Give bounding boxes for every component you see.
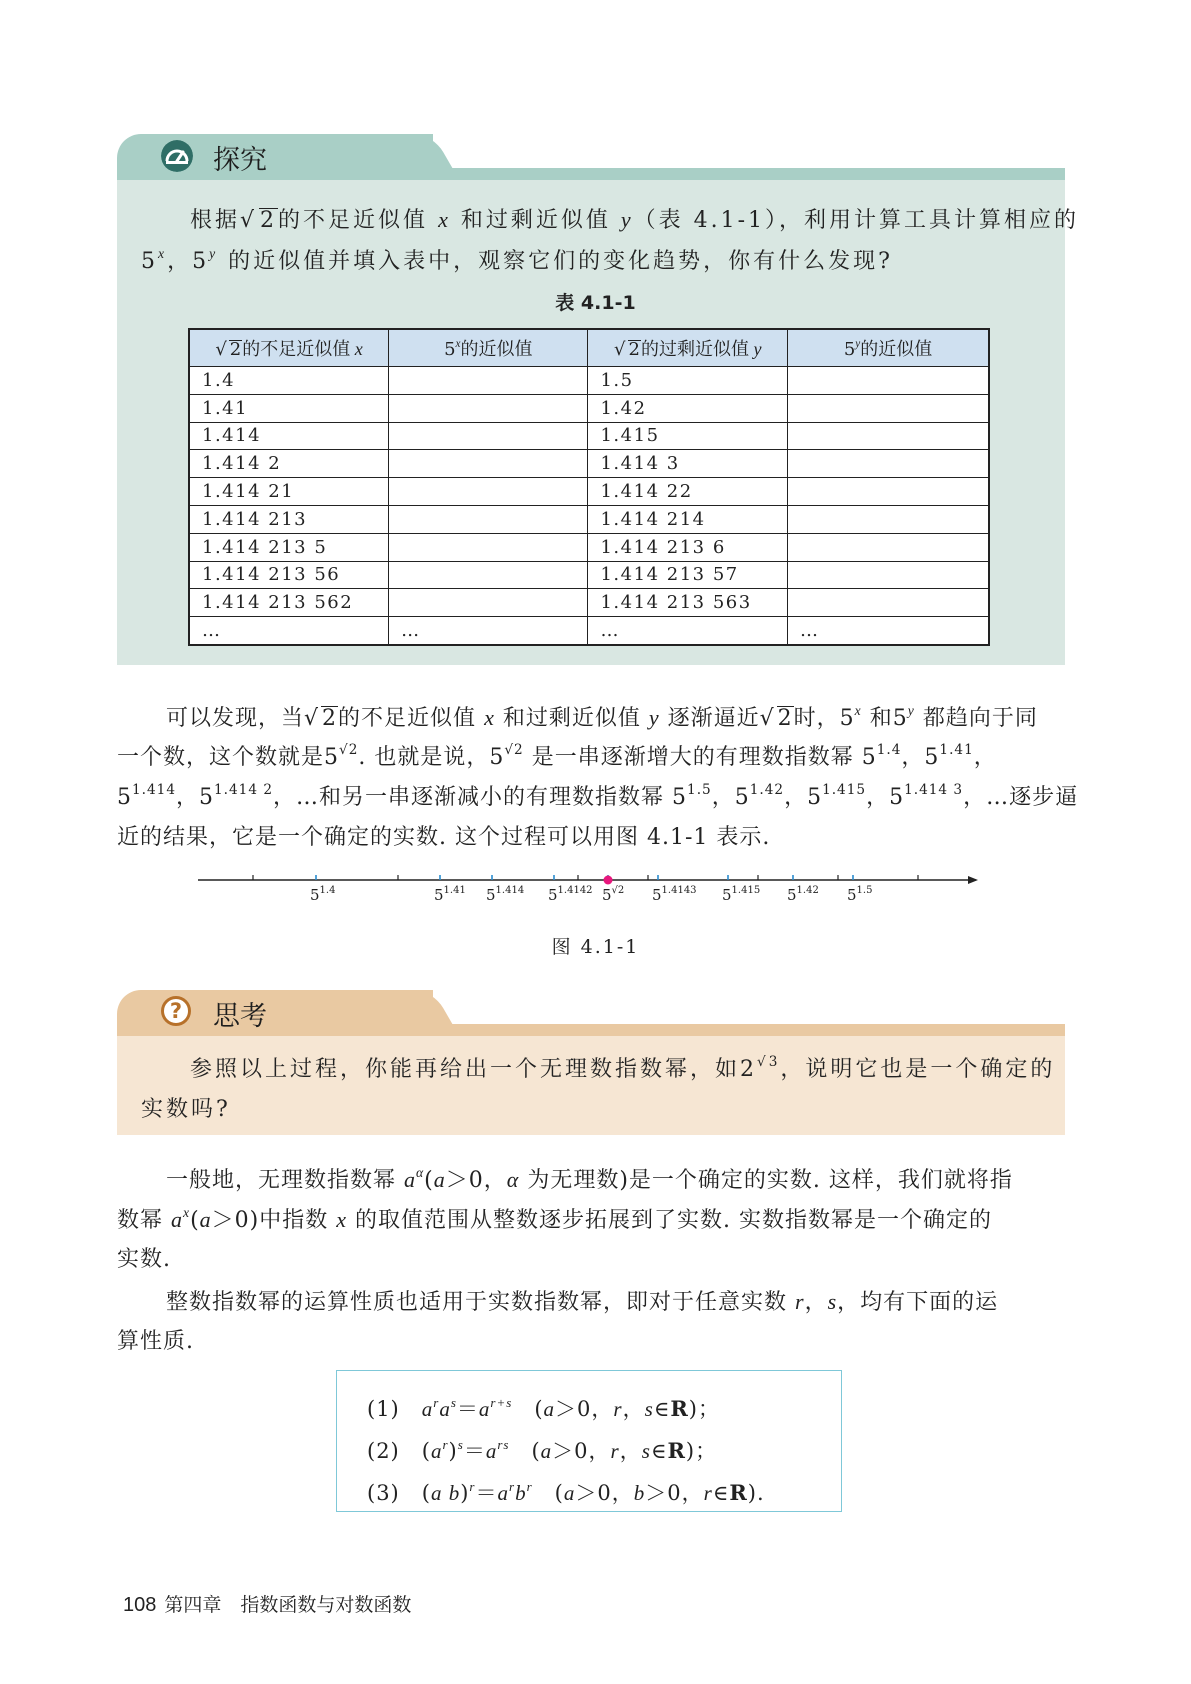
question-icon: ? [161,996,191,1026]
table-cell: 1.5 [588,367,788,395]
table-row [189,589,989,617]
number-line-arrow [968,876,978,884]
body1-line-2: 一个数，这个数就是$5^{√2}$. 也就是说，$5^{√2}$ 是一串逐渐增大的有理数指数幂 $5^{1.4}$，$5^{1.41}$， [117,742,997,770]
body2-line-2: 数幂 $a^x(a>0)$中指数 x 的取值范围从整数逐步拓展到了实数. 实数指数幂是一个确定的 [117,1205,993,1233]
think-line-1: 参照以上过程，你能再给出一个无理数指数幂，如$2^{√3}$，说明它也是一个确定的 [190,1054,1056,1082]
table-cell [389,394,588,422]
page-number: 108 [123,1594,157,1616]
table-caption: 表 4.1-1 [555,292,636,314]
table-cell: 1.414 22 [588,478,788,506]
table-cell [389,422,588,450]
table-cell [389,561,588,589]
table-cell: 1.414 2 [189,450,389,478]
number-line-label: $5^{1.42}$ [787,885,819,904]
table-cell [788,589,989,617]
explore-line1-mid: 的不足近似值 [278,208,429,233]
table-cell: 1.414 213 563 [588,589,788,617]
explore-line2-post: 的近似值并填入表中，观察它们的变化趋势，你有什么发现? [228,249,893,274]
number-line-label: $5^{1.414}$ [486,885,525,904]
table-cell [788,561,989,589]
th-y: √ 2的过剩近似值 y [588,329,788,367]
table-cell [788,394,989,422]
number-line-label: $5^{1.415}$ [722,885,761,904]
body2-line-5: 算性质. [117,1329,194,1354]
table-cell: … [389,617,588,645]
number-line-label: $5^{√2}$ [602,885,625,904]
body2-line-3: 实数. [117,1247,171,1272]
table-row [189,422,989,450]
th-x: √ 2的不足近似值 x [189,329,389,367]
number-line [198,868,978,918]
number-line-label: $5^{1.4143}$ [652,885,697,904]
explore-line1-mid2: 和过剩近似值 [460,208,611,233]
body2-line-4: 整数指数幂的运算性质也适用于实数指数幂，即对于任意实数 r，s，均有下面的运 [166,1289,999,1315]
table-cell: 1.414 213 6 [588,533,788,561]
table-cell [788,478,989,506]
think-title: 思考 [213,1001,267,1032]
table-cell: … [189,617,389,645]
table-row [189,561,989,589]
think-line-2: 实数吗? [141,1097,231,1122]
table-row [189,533,989,561]
table-row [189,617,989,645]
table-cell [389,505,588,533]
table-cell: 1.415 [588,422,788,450]
table-cell [389,450,588,478]
body1-line-4: 近的结果，它是一个确定的实数. 这个过程可以用图 4.1-1 表示. [117,825,771,850]
table-row [189,394,989,422]
formula-box [336,1370,842,1512]
table-row [189,505,989,533]
table-cell: 1.42 [588,394,788,422]
var-y: y [620,207,634,232]
body2-line-1: 一般地，无理数指数幂 $a^\alpha(a>0$，α 为无理数)是一个确定的实数. 这样，我们就将指 [166,1165,1013,1193]
table-cell [389,589,588,617]
number-line-label: $5^{1.4}$ [310,885,336,904]
table-cell [788,450,989,478]
table-cell: 1.41 [189,394,389,422]
table-cell: 1.414 214 [588,505,788,533]
table-body [189,367,989,645]
sqrt2-symbol: √ 2 [240,208,278,233]
table-row [189,478,989,506]
table-cell: … [788,617,989,645]
table-cell [788,533,989,561]
explore-line-1 [190,200,1079,241]
explore-line1-pre: 根据 [190,208,241,233]
var-x: x [438,207,451,232]
table-cell [788,505,989,533]
data-table [188,328,990,646]
table-cell: 1.414 [189,422,389,450]
explore-line1-post: （表 4.1-1），利用计算工具计算相应的 [633,208,1080,233]
table-cell: 1.414 213 57 [588,561,788,589]
table-header-row [189,329,989,367]
table-cell [788,422,989,450]
table-cell: 1.414 21 [189,478,389,506]
table-cell [389,367,588,395]
number-line-label: $5^{1.41}$ [434,885,466,904]
formula-3: (3) (a $b)^r=a^rb^r$ (a＞0，b＞0，r∈R). [367,1478,765,1505]
page-footer [123,1590,411,1617]
figure-caption: 图 4.1-1 [551,936,640,958]
th-5x: 5$^x$的近似值 [389,329,588,367]
table-cell: 1.414 3 [588,450,788,478]
table-cell: … [588,617,788,645]
table-cell: 1.414 213 [189,505,389,533]
table-cell: 1.414 213 5 [189,533,389,561]
sqrt2-point [604,876,613,885]
table-row [189,450,989,478]
table-cell [389,478,588,506]
th-5y: 5$^y$的近似值 [788,329,989,367]
body1-line-1: 可以发现，当√ 2的不足近似值 x 和过剩近似值 y 逐渐逼近√ 2时，5$^x$ 和5$^y$ 都趋向于同 [166,703,1038,731]
explore-line-2: 5$^x$，5$^y$ 的近似值并填入表中，观察它们的变化趋势，你有什么发现? [141,246,893,274]
table-row [189,367,989,395]
formula-1: (1) $a^ra^s=a^{r+s}$ (a＞0，r，s∈R)； [367,1394,720,1421]
formula-2: (2) $(a^r)^s=a^{rs}$ (a＞0，r，s∈R)； [367,1436,718,1463]
explore-title: 探究 [213,145,267,176]
number-line-label: $5^{1.4142}$ [548,885,593,904]
body1-line-3: $5^{1.414}$，$5^{1.414 2}$，…和另一串逐渐减小的有理数指数幂 $5^{1.5}$，$5^{1.42}$，$5^{1.415}$，$5^{1.414 3}$，…逐步逼 [117,782,1079,810]
table-cell [788,367,989,395]
explore-icon [161,140,193,172]
table-cell: 1.414 213 562 [189,589,389,617]
table-cell: 1.4 [189,367,389,395]
table-cell: 1.414 213 56 [189,561,389,589]
table-cell [389,533,588,561]
chapter-title: 第四章 指数函数与对数函数 [164,1594,412,1616]
number-line-label: $5^{1.5}$ [847,885,873,904]
